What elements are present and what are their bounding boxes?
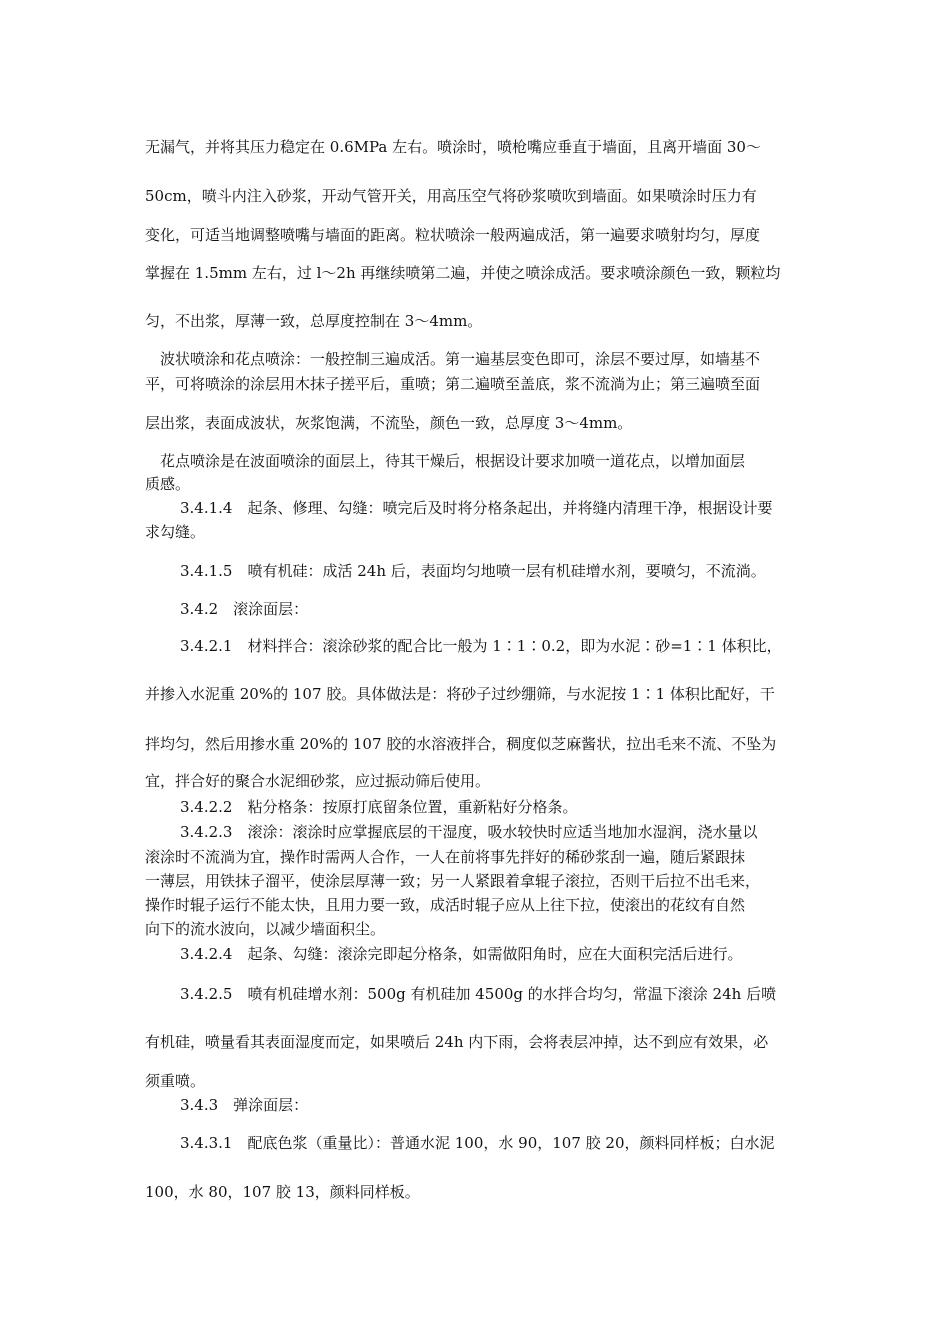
text-line: 50cm，喷斗内注入砂浆，开动气管开关，用高压空气将砂浆喷吹到墙面。如果喷涂时压力有	[145, 187, 757, 205]
text-line: 波状喷涂和花点喷涂：一般控制三遍成活。第一遍基层变色即可，涂层不要过厚，如墙基不	[160, 350, 761, 368]
text-line: 拌均匀，然后用掺水重 20%的 107 胶的水溶液拌合，稠度似芝麻酱状，拉出毛来不流、不坠为	[145, 735, 777, 753]
text-line: 宜，拌合好的聚合水泥细砂浆，应过振动筛后使用。	[145, 772, 491, 790]
text-line: 3.4.2.5 喷有机硅增水剂：500g 有机硅加 4500g 的水拌合均匀，常温下滚涂 24h 后喷	[180, 985, 777, 1003]
text-line: 匀，不出浆，厚薄一致，总厚度控制在 3～4mm。	[145, 312, 483, 330]
text-line: 并掺入水泥重 20%的 107 胶。具体做法是：将砂子过纱绷筛，与水泥按 1∶1 体积比配好，干	[145, 685, 775, 703]
text-line: 3.4.3.1 配底色浆（重量比）：普通水泥 100，水 90，107 胶 20，颜料同样板；白水泥	[180, 1134, 775, 1152]
text-line: 3.4.2 滚涂面层：	[180, 600, 309, 618]
text-line: 3.4.2.4 起条、勾缝：滚涂完即起分格条，如需做阳角时，应在大面积完活后进行。	[180, 945, 743, 963]
text-line: 3.4.2.3 滚涂：滚涂时应掌握底层的干湿度，吸水较快时应适当地加水湿润，浇水量以	[180, 823, 758, 841]
text-line: 有机硅，喷量看其表面湿度而定，如果喷后 24h 内下雨，会将表层冲掉，达不到应有效果，必	[145, 1033, 769, 1051]
text-line: 向下的流水波向，以减少墙面积尘。	[145, 920, 386, 938]
text-line: 须重喷。	[145, 1072, 206, 1090]
text-line: 无漏气，并将其压力稳定在 0.6MPa 左右。喷涂时，喷枪嘴应垂直于墙面，且离开墙面 30～	[145, 138, 761, 156]
text-line: 3.4.2.2 粘分格条：按原打底留条位置，重新粘好分格条。	[180, 798, 578, 816]
text-line: 求勾缝。	[145, 523, 206, 541]
text-line: 质感。	[145, 475, 191, 493]
text-line: 平，可将喷涂的涂层用木抹子搓平后，重喷；第二遍喷至盖底，浆不流淌为止；第三遍喷至面	[145, 375, 761, 393]
text-line: 3.4.3 弹涂面层：	[180, 1096, 309, 1114]
text-line: 3.4.1.5 喷有机硅：成活 24h 后，表面均匀地喷一层有机硅增水剂，要喷匀，不流淌。	[180, 562, 766, 580]
text-line: 一薄层，用铁抹子溜平，使涂层厚薄一致；另一人紧跟着拿辊子滚拉，否则干后拉不出毛来，	[145, 872, 761, 890]
text-line: 花点喷涂是在波面喷涂的面层上，待其干燥后，根据设计要求加喷一道花点，以增加面层	[160, 452, 746, 470]
text-line: 层出浆，表面成波状，灰浆饱满，不流坠，颜色一致，总厚度 3～4mm。	[145, 414, 633, 432]
text-line: 3.4.1.4 起条、修理、勾缝：喷完后及时将分格条起出，并将缝内清理干净，根据设计要	[180, 499, 773, 517]
text-line: 3.4.2.1 材料拌合：滚涂砂浆的配合比一般为 1∶1∶0.2，即为水泥∶砂=1∶1 体积比，	[180, 637, 782, 655]
text-line: 掌握在 1.5mm 左右，过 l～2h 再继续喷第二遍，并使之喷涂成活。要求喷涂颜色一致，颗粒均	[145, 264, 781, 282]
text-line: 变化，可适当地调整喷嘴与墙面的距离。粒状喷涂一般两遍成活，第一遍要求喷射均匀，厚度	[145, 226, 761, 244]
text-line: 100，水 80，107 胶 13，颜料同样板。	[145, 1183, 420, 1201]
text-line: 操作时辊子运行不能太快，且用力要一致，成活时辊子应从上往下拉，使滚出的花纹有自然	[145, 896, 746, 914]
text-line: 滚涂时不流淌为宜，操作时需两人合作，一人在前将事先拌好的稀砂浆刮一遍，随后紧跟抹	[145, 848, 746, 866]
